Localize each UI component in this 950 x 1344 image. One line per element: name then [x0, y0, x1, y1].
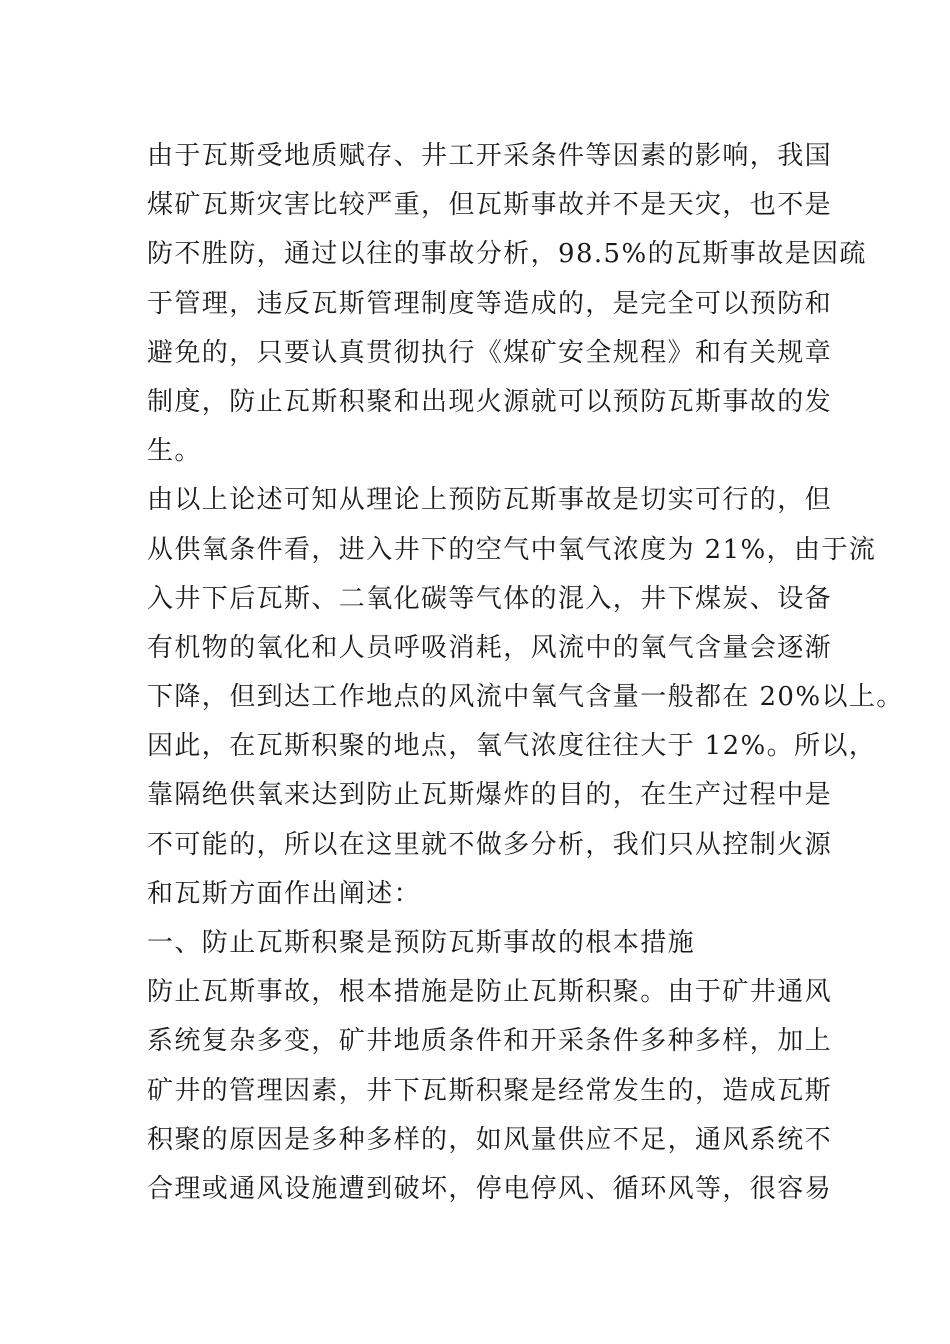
text-line: 下降，但到达工作地点的风流中氧气含量一般都在 20%以上。: [147, 682, 904, 713]
text-line: 于管理，违反瓦斯管理制度等造成的，是完全可以预防和: [147, 288, 833, 319]
text-line: 入井下后瓦斯、二氧化碳等气体的混入，井下煤炭、设备: [147, 583, 833, 614]
text-line: 防不胜防，通过以往的事故分析，98.5%的瓦斯事故是因疏: [147, 239, 867, 270]
text-line: 避免的，只要认真贯彻执行《煤矿安全规程》和有关规章: [147, 337, 833, 368]
text-line: 因此，在瓦斯积聚的地点，氧气浓度往往大于 12%。所以，: [147, 731, 877, 762]
text-line: 由以上论述可知从理论上预防瓦斯事故是切实可行的，但: [147, 485, 833, 516]
text-line: 系统复杂多变，矿井地质条件和开采条件多种多样，加上: [147, 1026, 833, 1057]
body-text: [147, 132, 904, 1214]
text-line: 矿井的管理因素，井下瓦斯积聚是经常发生的，造成瓦斯: [147, 1075, 833, 1106]
text-line: 生。: [147, 436, 202, 467]
text-line: 防止瓦斯事故，根本措施是防止瓦斯积聚。由于矿井通风: [147, 977, 833, 1008]
text-line: 制度，防止瓦斯积聚和出现火源就可以预防瓦斯事故的发: [147, 386, 833, 417]
section-heading: 一、防止瓦斯积聚是预防瓦斯事故的根本措施: [147, 928, 696, 958]
text-line: 从供氧条件看，进入井下的空气中氧气浓度为 21%，由于流: [147, 534, 877, 565]
text-line: 靠隔绝供氧来达到防止瓦斯爆炸的目的，在生产过程中是: [147, 780, 833, 811]
text-line: 和瓦斯方面作出阐述：: [147, 878, 422, 909]
text-line: 由于瓦斯受地质赋存、井工开采条件等因素的影响，我国: [147, 141, 833, 171]
text-line: 不可能的，所以在这里就不做多分析，我们只从控制火源: [147, 829, 833, 860]
text-line: 煤矿瓦斯灾害比较严重，但瓦斯事故并不是天灾，也不是: [147, 190, 833, 221]
text-line: 积聚的原因是多种多样的，如风量供应不足，通风系统不: [147, 1124, 833, 1155]
text-line: 合理或通风设施遭到破坏，停电停风、循环风等，很容易: [147, 1173, 833, 1204]
text-line: 有机物的氧化和人员呼吸消耗，风流中的氧气含量会逐渐: [147, 632, 833, 663]
